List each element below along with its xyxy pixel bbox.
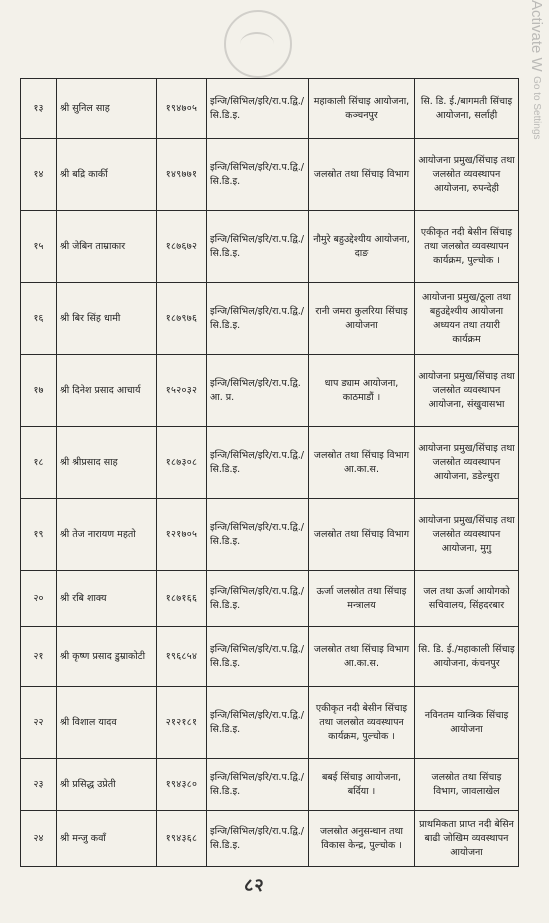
row-employee-code: १४९७७१	[157, 139, 207, 211]
table-row	[21, 283, 519, 355]
row-post: इन्जि/सिभिल/इरि/रा.प.द्वि./सि.डि.इ.	[207, 139, 309, 211]
row-new-assignment: आयोजना प्रमुख/सिंचाइ तथा जलस्रोत व्यवस्थापन आयोजना, मुगु	[415, 499, 519, 571]
row-employee-code: १८७३०८	[157, 427, 207, 499]
row-current-office: बबई सिंचाइ आयोजना, बर्दिया ।	[309, 759, 415, 811]
row-name: श्री तेज नारायण महतो	[57, 499, 157, 571]
table-row	[21, 759, 519, 811]
row-name: श्री दिनेश प्रसाद आचार्य	[57, 355, 157, 427]
row-serial-number: १८	[21, 427, 57, 499]
row-post: इन्जि/सिभिल/इरि/रा.प.द्वि./सि.डि.इ.	[207, 283, 309, 355]
row-post: इन्जि/सिभिल/इरि/रा.प.द्वि./सि.डि.इ.	[207, 759, 309, 811]
table-row	[21, 139, 519, 211]
row-serial-number: १३	[21, 79, 57, 139]
row-employee-code: १९४३६८	[157, 811, 207, 867]
table-row	[21, 211, 519, 283]
row-employee-code: १८७९७६	[157, 283, 207, 355]
row-current-office: जलस्रोत तथा सिंचाइ विभाग आ.का.स.	[309, 427, 415, 499]
row-serial-number: २३	[21, 759, 57, 811]
row-new-assignment: आयोजना प्रमुख/ठूला तथा बहुउद्देश्यीय आयोजना अध्ययन तथा तयारी कार्यक्रम	[415, 283, 519, 355]
row-post: इन्जि/सिभिल/इरि/रा.प.द्वि./सि.डि.इ.	[207, 499, 309, 571]
row-new-assignment: एकीकृत नदी बेसीन सिंचाइ तथा जलस्रोत व्यवस्थापन कार्यक्रम, पुल्चोक ।	[415, 211, 519, 283]
page-number: ८२	[244, 875, 265, 896]
row-employee-code: १९६८५४	[157, 627, 207, 687]
row-name: श्री जेबिन ताम्राकार	[57, 211, 157, 283]
row-current-office: जलस्रोत तथा सिंचाइ विभाग	[309, 499, 415, 571]
row-employee-code: २१२१८१	[157, 687, 207, 759]
row-employee-code: १८७१६६	[157, 571, 207, 627]
row-post: इन्जि/सिभिल/इरि/रा.प.द्वि. आ. प्र.	[207, 355, 309, 427]
watermark-line2: Go to Settings	[531, 76, 542, 140]
row-employee-code: १९४३८०	[157, 759, 207, 811]
row-name: श्री मन्जु कवाँ	[57, 811, 157, 867]
row-current-office: महाकाली सिंचाइ आयोजना, कञ्चनपुर	[309, 79, 415, 139]
row-current-office: जलस्रोत तथा सिंचाइ विभाग आ.का.स.	[309, 627, 415, 687]
row-new-assignment: प्राथमिकता प्राप्त नदी बेसिन बाढी जोखिम व्यवस्थापन आयोजना	[415, 811, 519, 867]
row-new-assignment: जलस्रोत तथा सिंचाइ विभाग, जावलाखेल	[415, 759, 519, 811]
table-row	[21, 627, 519, 687]
table-row	[21, 355, 519, 427]
row-current-office: जलस्रोत अनुसन्धान तथा विकास केन्द्र, पुल्चोक ।	[309, 811, 415, 867]
table-row	[21, 499, 519, 571]
row-current-office: ऊर्जा जलस्रोत तथा सिंचाइ मन्त्रालय	[309, 571, 415, 627]
row-serial-number: २४	[21, 811, 57, 867]
row-post: इन्जि/सिभिल/इरि/रा.प.द्वि./सि.डि.इ.	[207, 811, 309, 867]
emblem-seal	[224, 10, 292, 78]
row-post: इन्जि/सिभिल/इरि/रा.प.द्वि./सि.डि.इ.	[207, 687, 309, 759]
row-serial-number: २२	[21, 687, 57, 759]
row-current-office: धाप ड्याम आयोजना, काठमाडौं ।	[309, 355, 415, 427]
row-new-assignment: जल तथा ऊर्जा आयोगको सचिवालय, सिंहदरबार	[415, 571, 519, 627]
row-serial-number: १४	[21, 139, 57, 211]
row-current-office: रानी जमरा कुलरिया सिंचाइ आयोजना	[309, 283, 415, 355]
table-row	[21, 79, 519, 139]
row-new-assignment: आयोजना प्रमुख/सिंचाइ तथा जलस्रोत व्यवस्थापन आयोजना, डडेल्धुरा	[415, 427, 519, 499]
row-employee-code: १२१७०५	[157, 499, 207, 571]
table-row	[21, 427, 519, 499]
row-name: श्री बिर सिंह धामी	[57, 283, 157, 355]
records-table	[20, 78, 519, 867]
row-serial-number: १६	[21, 283, 57, 355]
row-post: इन्जि/सिभिल/इरि/रा.प.द्वि./सि.डि.इ.	[207, 211, 309, 283]
row-name: श्री बद्रि कार्की	[57, 139, 157, 211]
activate-windows-watermark	[527, 0, 545, 140]
row-new-assignment: सि. डि. ई./महाकाली सिंचाइ आयोजना, कंचनपुर	[415, 627, 519, 687]
row-employee-code: १९४७०५	[157, 79, 207, 139]
row-post: इन्जि/सिभिल/इरि/रा.प.द्वि./सि.डि.इ.	[207, 571, 309, 627]
row-new-assignment: आयोजना प्रमुख/सिंचाइ तथा जलस्रोत व्यवस्थापन आयोजना, संखुवासभा	[415, 355, 519, 427]
row-current-office: जलस्रोत तथा सिंचाइ विभाग	[309, 139, 415, 211]
row-name: श्री कृष्ण प्रसाद डुम्राकोटी	[57, 627, 157, 687]
row-name: श्री प्रसिद्ध उप्रेती	[57, 759, 157, 811]
row-post: इन्जि/सिभिल/इरि/रा.प.द्वि./सि.डि.इ.	[207, 79, 309, 139]
row-name: श्री सुनिल साह	[57, 79, 157, 139]
table-row	[21, 571, 519, 627]
row-employee-code: १५२०३२	[157, 355, 207, 427]
row-employee-code: १८७६७२	[157, 211, 207, 283]
row-post: इन्जि/सिभिल/इरि/रा.प.द्वि./सि.डि.इ.	[207, 627, 309, 687]
row-serial-number: १९	[21, 499, 57, 571]
records-table-body	[21, 79, 519, 867]
row-serial-number: २०	[21, 571, 57, 627]
row-serial-number: २१	[21, 627, 57, 687]
row-new-assignment: नविनतम यान्त्रिक सिंचाइ आयोजना	[415, 687, 519, 759]
table-row	[21, 811, 519, 867]
row-new-assignment: सि. डि. ई./बागमती सिंचाइ आयोजना, सर्लाही	[415, 79, 519, 139]
row-current-office: नौमुरे बहुउद्देश्यीय आयोजना, दाङ	[309, 211, 415, 283]
table-row	[21, 687, 519, 759]
watermark-line1: Activate W	[528, 0, 545, 72]
row-current-office: एकीकृत नदी बेसीन सिंचाइ तथा जलस्रोत व्यवस्थापन कार्यक्रम, पुल्चोक ।	[309, 687, 415, 759]
row-name: श्री रबि शाक्य	[57, 571, 157, 627]
row-serial-number: १५	[21, 211, 57, 283]
row-new-assignment: आयोजना प्रमुख/सिंचाइ तथा जलस्रोत व्यवस्थापन आयोजना, रुपन्देही	[415, 139, 519, 211]
row-name: श्री श्रीप्रसाद साह	[57, 427, 157, 499]
row-serial-number: १७	[21, 355, 57, 427]
row-name: श्री विशाल यादव	[57, 687, 157, 759]
row-post: इन्जि/सिभिल/इरि/रा.प.द्वि./सि.डि.इ.	[207, 427, 309, 499]
